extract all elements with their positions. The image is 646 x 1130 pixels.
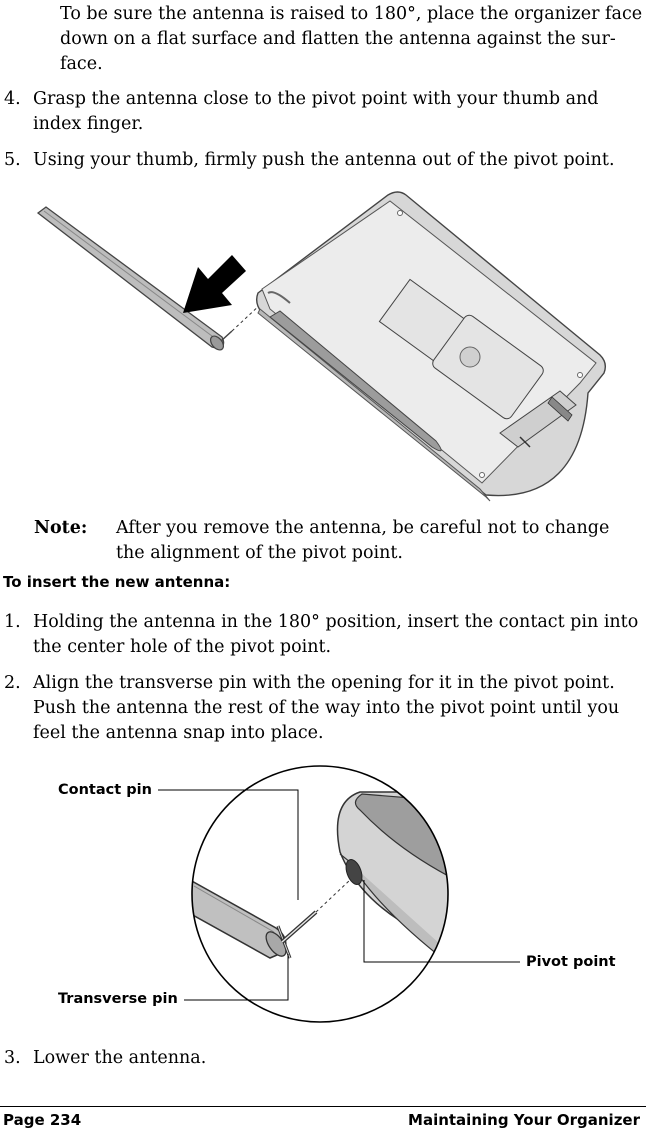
step-number: 5. xyxy=(4,150,21,170)
intro-paragraph: To be sure the antenna is raised to 180°, place the organizer face down on a flat surface and flatten the antenna against the sur-face. xyxy=(60,4,643,74)
step-text: Grasp the antenna close to the pivot point with your thumb and index finger. xyxy=(33,89,599,134)
antenna-removal-illustration xyxy=(0,185,646,505)
step-number: 4. xyxy=(4,89,21,109)
step-text: Align the transverse pin with the opening for it in the pivot point. Push the antenna the rest of the way into the pivot point until you feel the antenna snap into place. xyxy=(33,673,620,743)
transverse-pin-label: Transverse pin xyxy=(58,991,178,1007)
step-number: 3. xyxy=(4,1048,21,1068)
chapter-title: Maintaining Your Organizer xyxy=(408,1111,640,1129)
section-heading: To insert the new antenna: xyxy=(3,573,231,591)
step-text: Lower the antenna. xyxy=(33,1048,207,1068)
pivot-point-label: Pivot point xyxy=(526,954,616,970)
contact-pin-label: Contact pin xyxy=(58,782,152,798)
step-text: Holding the antenna in the 180° position, insert the contact pin into the center hole of the pivot point. xyxy=(33,612,639,657)
step-text: Using your thumb, firmly push the antenna out of the pivot point. xyxy=(33,150,615,170)
step-number: 1. xyxy=(4,612,21,632)
alignment-guide-line xyxy=(232,303,262,331)
organizer-icon xyxy=(257,192,606,501)
alignment-guide-line xyxy=(316,880,350,912)
note-text: After you remove the antenna, be careful not to change the alignment of the pivot point. xyxy=(116,518,610,563)
page-number: Page 234 xyxy=(3,1111,82,1129)
arrow-icon xyxy=(183,255,246,313)
transverse-pin-leader xyxy=(184,954,288,1000)
step-number: 2. xyxy=(4,673,21,693)
contact-pin-leader xyxy=(158,790,298,900)
note-label: Note: xyxy=(34,518,88,538)
page-footer xyxy=(0,1106,646,1129)
